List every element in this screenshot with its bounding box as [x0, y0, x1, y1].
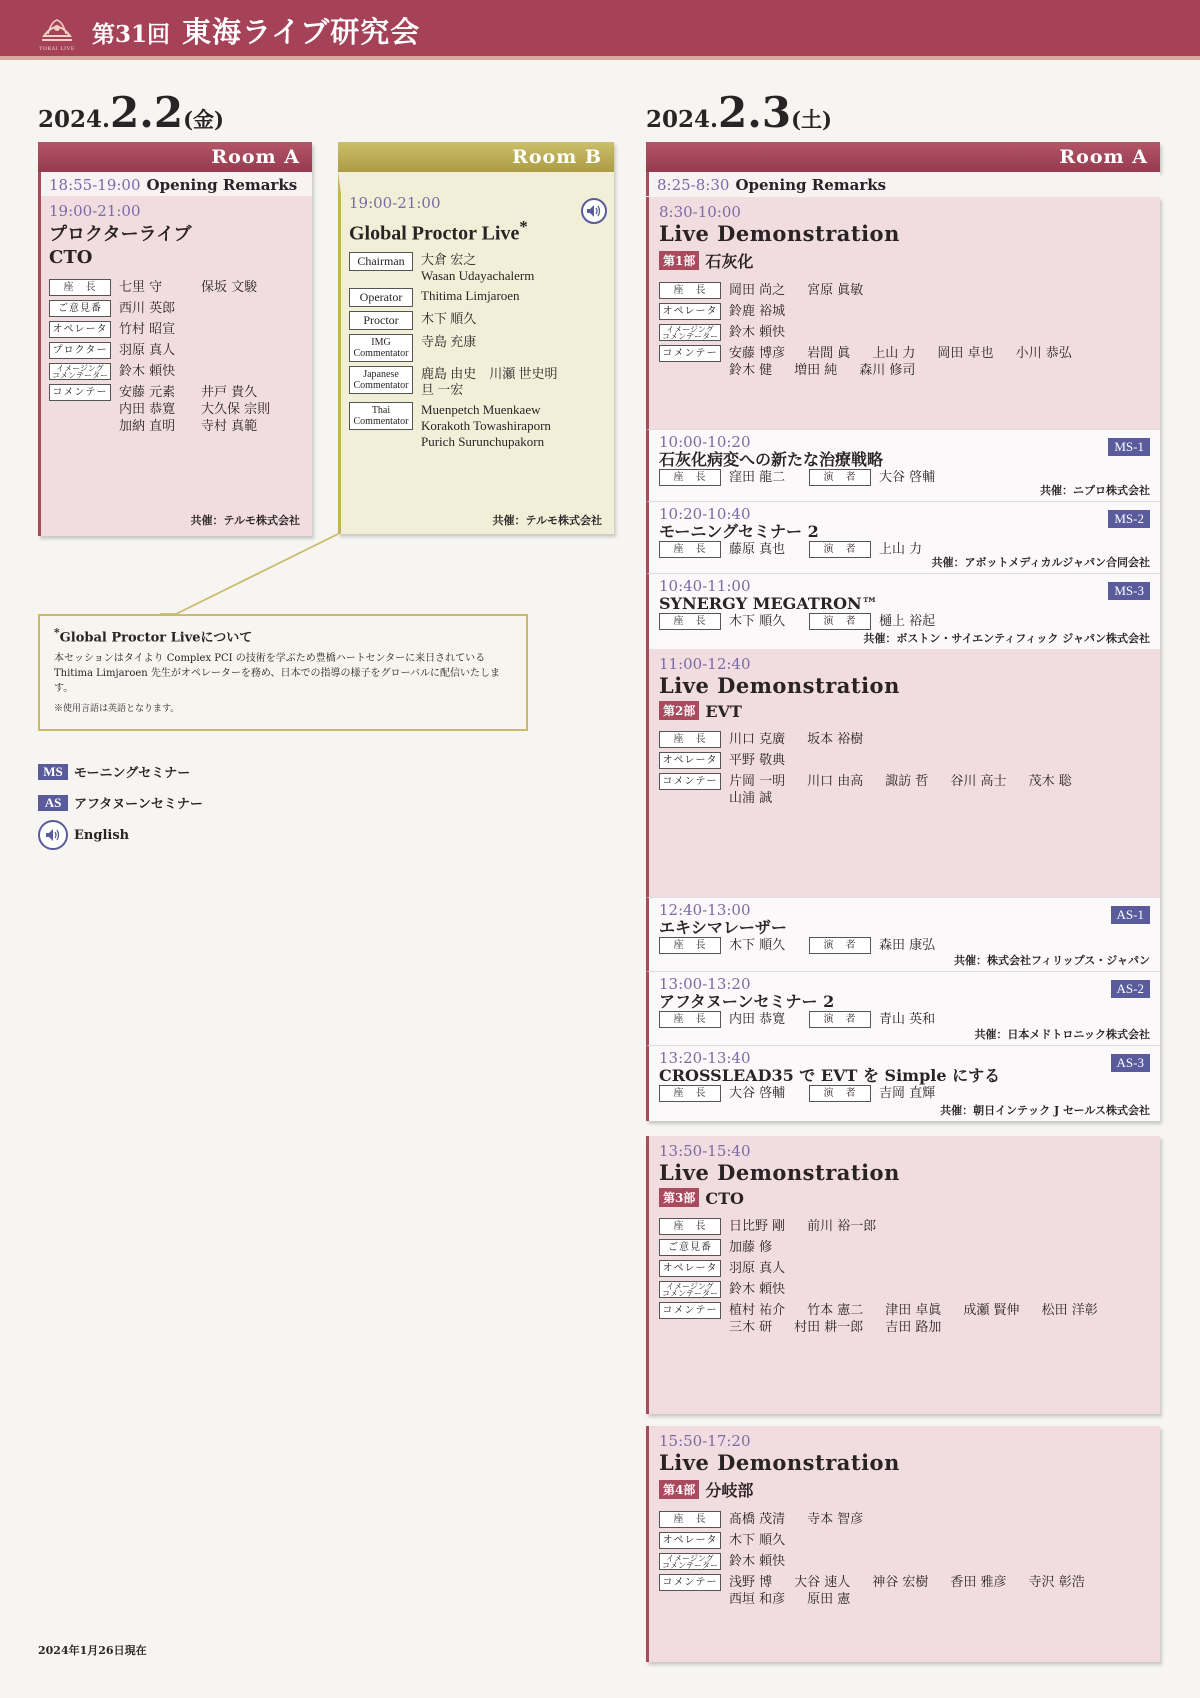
- role-label: イメージング コメンテーター: [659, 1281, 721, 1298]
- session-time: 8:30-10:00: [659, 203, 741, 221]
- chair-name: 木下 順久: [729, 938, 786, 953]
- session-time: 13:20-13:40: [659, 1049, 751, 1067]
- legend-as: [38, 793, 203, 812]
- person-name: 竹村 昭宣: [119, 322, 176, 337]
- role-label: 座 長: [659, 937, 721, 954]
- part-tag: 第1部: [659, 251, 699, 270]
- day2-year: 2024.: [646, 106, 719, 133]
- person-name: 寺村 真範: [201, 419, 258, 434]
- role-label: コメンテー: [659, 345, 721, 362]
- role-label: オペレータ: [659, 752, 721, 769]
- part-tag: 第2部: [659, 701, 699, 720]
- role-label: 演 者: [809, 541, 871, 558]
- names: [729, 345, 1149, 379]
- seminar-badge: MS-3: [1108, 582, 1150, 600]
- person-name: 鈴木 健: [729, 363, 773, 378]
- person-name: 茂木 聡: [1028, 774, 1072, 789]
- session-time: 10:40-11:00: [659, 577, 751, 595]
- role-label: ご意見番: [49, 300, 111, 317]
- role-label: 座 長: [659, 541, 721, 558]
- role-label: イメージング コメンテーター: [659, 324, 721, 341]
- person-name: 浅野 博: [729, 1575, 773, 1590]
- person-name: 井戸 貴久: [201, 385, 258, 400]
- note-title-text: Global Proctor Liveについて: [59, 630, 253, 646]
- sponsor: 共催：ボストン・サイエンティフィック ジャパン株式会社: [863, 632, 1150, 645]
- role-row: [659, 1574, 1160, 1608]
- person-name: 山浦 誠: [729, 791, 773, 806]
- day2-room-a-header: Room A: [646, 142, 1160, 172]
- role-row: [659, 773, 1160, 807]
- role-row: [49, 363, 312, 380]
- names: [729, 1553, 1149, 1570]
- live-session-s2: [646, 649, 1160, 897]
- role-list: [659, 1511, 1160, 1608]
- names: [119, 384, 297, 435]
- person-name: 松田 洋彰: [1041, 1303, 1098, 1318]
- names: [421, 311, 494, 330]
- person-name: 加藤 修: [729, 1240, 773, 1255]
- person-name: 植村 祐介: [729, 1303, 786, 1318]
- sponsor: 共催：アボットメディカルジャパン合同会社: [931, 556, 1150, 569]
- session-time: 11:00-12:40: [659, 655, 751, 673]
- names: [421, 252, 552, 284]
- day2-day: 2.3: [718, 88, 792, 137]
- day1-room-b-header: Room B: [338, 142, 614, 172]
- role-row: [659, 731, 1160, 748]
- person-name: 森川 修司: [859, 363, 916, 378]
- role-row: [659, 282, 1160, 299]
- part-name: 石灰化: [705, 252, 754, 271]
- names: [119, 279, 297, 296]
- session-time: 13:00-13:20: [659, 975, 751, 993]
- person-name: 成瀬 賢伸: [963, 1303, 1020, 1318]
- names: [119, 321, 297, 338]
- person-name: 上山 力: [872, 346, 916, 361]
- speaker-name: 樋上 裕起: [879, 614, 936, 629]
- role-label: オペレータ: [659, 1260, 721, 1277]
- role-row: [349, 311, 614, 330]
- role-row: [659, 1302, 1160, 1336]
- role-label: Proctor: [349, 311, 413, 330]
- page-title: 東海ライブ研究会: [182, 15, 421, 49]
- session-subtitle: CTO: [49, 247, 93, 268]
- live-session-s3: [646, 1136, 1160, 1414]
- chair-name: 藤原 真也: [729, 542, 786, 557]
- speaker-name: 森田 康弘: [879, 938, 936, 953]
- seminar-badge: AS-1: [1111, 906, 1150, 924]
- person-name: 安藤 博彦: [729, 346, 786, 361]
- speaker-name: 青山 英和: [879, 1012, 936, 1027]
- role-row: [659, 324, 1160, 341]
- session-time: 15:50-17:20: [659, 1432, 751, 1450]
- names: [729, 1281, 1149, 1298]
- opening-remarks: [646, 172, 1160, 196]
- day1-date: [38, 88, 224, 137]
- role-row: [49, 384, 312, 435]
- names: [119, 300, 297, 317]
- person-name: 宮原 眞敏: [807, 283, 864, 298]
- role-label: 座 長: [659, 469, 721, 486]
- part-name: EVT: [705, 702, 742, 721]
- role-row: [49, 300, 312, 317]
- person-name: Purich Surunchupakorn: [421, 433, 545, 449]
- person-name: 髙橋 茂清: [729, 1512, 786, 1527]
- role-label: IMG Commentator: [349, 334, 413, 362]
- session-title: プロクターライブ: [49, 224, 192, 245]
- names: [729, 731, 1149, 748]
- person-name: Muenpetch Muenkaew: [421, 401, 541, 417]
- person-name: 寺島 充康: [421, 333, 477, 349]
- person-name: 竹本 憲二: [807, 1303, 864, 1318]
- role-label: 座 長: [659, 1011, 721, 1028]
- person-name: 津田 卓眞: [885, 1303, 942, 1318]
- sponsor: 共催：朝日インテック J セールス株式会社: [940, 1104, 1150, 1117]
- role-label: 座 長: [659, 282, 721, 299]
- person-name: 香田 雅彦: [950, 1575, 1007, 1590]
- person-name: 寺本 智彦: [807, 1512, 864, 1527]
- person-name: 大倉 宏之: [421, 251, 477, 267]
- ms-tag: MS: [38, 764, 68, 780]
- names: [729, 324, 1149, 341]
- role-row: [659, 752, 1160, 769]
- role-label: Japanese Commentator: [349, 366, 413, 394]
- role-row: [349, 252, 614, 284]
- role-label: イメージング コメンテーター: [659, 1553, 721, 1570]
- speaker-name: 大谷 啓輔: [879, 470, 936, 485]
- person-name: 羽原 真人: [729, 1261, 786, 1276]
- names: [729, 1260, 1149, 1277]
- opening-remarks: [41, 172, 312, 196]
- role-row: [659, 1260, 1160, 1277]
- sponsor: 共催：株式会社フィリップス・ジャパン: [953, 954, 1150, 967]
- role-label: コメンテー: [659, 773, 721, 790]
- role-label: プロクター: [49, 342, 111, 359]
- seminar-title: 石灰化病変への新たな治療戦略: [659, 450, 884, 469]
- session-time: 19:00-21:00: [49, 202, 141, 220]
- session-title: Live Demonstration: [659, 1160, 900, 1185]
- ms-label: モーニングセミナー: [74, 766, 191, 781]
- person-name: 七里 守: [119, 280, 163, 295]
- session-time: 10:00-10:20: [659, 433, 751, 451]
- person-name: 旦 一宏: [421, 381, 464, 397]
- part-name: CTO: [705, 1189, 744, 1208]
- day1-day: 2.2: [110, 88, 184, 137]
- seminar-title: エキシマレーザー: [659, 918, 787, 937]
- person-name: 大久保 宗則: [201, 402, 271, 417]
- person-name: 木下 順久: [729, 1533, 786, 1548]
- chair-name: 大谷 啓輔: [729, 1086, 786, 1101]
- person-name: 鈴木 頼快: [119, 364, 176, 379]
- person-name: 西垣 和彦: [729, 1592, 786, 1607]
- person-name: 増田 純: [794, 363, 838, 378]
- role-label: 座 長: [659, 1511, 721, 1528]
- session-time: 19:00-21:00: [349, 194, 441, 212]
- role-list: [659, 282, 1160, 379]
- role-label: コメンテー: [49, 384, 111, 401]
- note-remark: ※使用言語は英語となります。: [54, 704, 180, 715]
- role-label: 座 長: [49, 279, 111, 296]
- seminar-badge: AS-3: [1111, 1054, 1150, 1072]
- page-header: [0, 0, 1200, 60]
- person-name: 加納 直明: [119, 419, 176, 434]
- session-part: [659, 1478, 1160, 1501]
- role-row: [49, 342, 312, 359]
- seminar-ms1: [646, 429, 1160, 501]
- person-name: 川口 克廣: [729, 732, 786, 747]
- role-row: [349, 334, 614, 362]
- seminar-people: [659, 1085, 1152, 1102]
- role-row: [349, 366, 614, 398]
- meeting-number: 第31回: [92, 21, 171, 48]
- person-name: 小川 恭弘: [1015, 346, 1072, 361]
- role-label: オペレータ: [659, 303, 721, 320]
- person-name: 前川 裕一郎: [807, 1219, 877, 1234]
- person-name: 鈴木 頼快: [729, 1282, 786, 1297]
- note-body: 本セッションはタイより Complex PCI の技術を学ぶため豊橋ハートセンターに来日されている Thitima Limjaroen 先生がオペレーターを務め、日本での指導の様子をグローバルに配信いたします。: [54, 653, 500, 695]
- role-row: [349, 288, 614, 307]
- names: [421, 366, 576, 398]
- opening-time: 18:55-19:00: [49, 176, 141, 194]
- person-name: 内田 恭寛: [119, 402, 176, 417]
- role-label: Chairman: [349, 252, 413, 271]
- global-proctor-title: Global Proctor Live: [349, 222, 520, 245]
- sponsor: 共催：日本メドトロニック株式会社: [974, 1028, 1150, 1041]
- person-name: 谷川 高士: [950, 774, 1007, 789]
- role-label: 演 者: [809, 1085, 871, 1102]
- as-label: アフタヌーンセミナー: [74, 797, 203, 812]
- role-list: [659, 1218, 1160, 1336]
- person-name: 坂本 裕樹: [807, 732, 864, 747]
- session-time: 10:20-10:40: [659, 505, 751, 523]
- as-tag: AS: [38, 795, 68, 811]
- seminar-badge: MS-1: [1108, 438, 1150, 456]
- role-row: [659, 1532, 1160, 1549]
- person-name: 岡田 卓也: [937, 346, 994, 361]
- names: [421, 288, 538, 307]
- speaker-name: 吉岡 直輝: [879, 1086, 936, 1101]
- opening-time: 8:25-8:30: [657, 176, 730, 194]
- role-label: Operator: [349, 288, 413, 307]
- session-title: Live Demonstration: [659, 673, 900, 698]
- names: [729, 773, 1149, 807]
- person-name: 鈴木 頼快: [729, 325, 786, 340]
- note-connector: [160, 532, 342, 618]
- person-name: 寺沢 彰浩: [1028, 1575, 1085, 1590]
- person-name: Thitima Limjaroen: [421, 287, 520, 303]
- legend-english: [38, 820, 129, 850]
- sponsor: 共催：ニプロ株式会社: [1040, 484, 1150, 497]
- role-row: [659, 1218, 1160, 1235]
- live-session-s1: [646, 197, 1160, 429]
- seminar-people: [659, 613, 1152, 630]
- legend-ms: [38, 762, 190, 781]
- seminar-title: モーニングセミナー 2: [659, 522, 819, 541]
- seminar-ms2: [646, 501, 1160, 573]
- person-name: 神谷 宏樹: [872, 1575, 929, 1590]
- role-label: 演 者: [809, 613, 871, 630]
- english-speaker-icon: [581, 198, 607, 224]
- speaker-name: 上山 力: [879, 542, 923, 557]
- person-name: 村田 耕一郎: [794, 1320, 864, 1335]
- seminar-badge: MS-2: [1108, 510, 1150, 528]
- role-row: [659, 1239, 1160, 1256]
- chair-name: 木下 順久: [729, 614, 786, 629]
- session-time: 13:50-15:40: [659, 1142, 751, 1160]
- session-part: [659, 701, 1160, 721]
- sponsor: 共催：テルモ株式会社: [492, 514, 602, 527]
- seminar-as2: [646, 971, 1160, 1045]
- role-list: [49, 279, 312, 435]
- seminar-ms3: [646, 573, 1160, 649]
- role-row: [659, 303, 1160, 320]
- person-name: Wasan Udayachalerm: [421, 267, 535, 283]
- names: [421, 402, 569, 450]
- person-name: 日比野 剛: [729, 1219, 786, 1234]
- role-label: 演 者: [809, 469, 871, 486]
- part-tag: 第3部: [659, 1188, 699, 1207]
- note-asterisk: *: [54, 626, 60, 639]
- day2-weekday: (土): [791, 107, 832, 132]
- person-name: 鈴鹿 裕城: [729, 304, 786, 319]
- person-name: 片岡 一明: [729, 774, 786, 789]
- role-label: オペレータ: [659, 1532, 721, 1549]
- person-name: 大谷 速人: [794, 1575, 851, 1590]
- session-part: [659, 1188, 1160, 1208]
- chair-name: 内田 恭寛: [729, 1012, 786, 1027]
- role-label: 演 者: [809, 1011, 871, 1028]
- seminar-title: CROSSLEAD35 で EVT を Simple にする: [659, 1066, 1001, 1085]
- names: [729, 1302, 1149, 1336]
- role-list: [349, 252, 614, 450]
- logo-text: TOKAI LIVE: [39, 46, 75, 52]
- sponsor: 共催：テルモ株式会社: [190, 514, 300, 527]
- person-name: 西川 英郎: [119, 301, 176, 316]
- day2-date: [646, 88, 832, 137]
- role-row: [349, 402, 614, 450]
- role-label: 座 長: [659, 613, 721, 630]
- person-name: 保坂 文駿: [201, 280, 258, 295]
- person-name: 岩間 眞: [807, 346, 851, 361]
- seminar-as1: [646, 897, 1160, 971]
- role-row: [659, 1281, 1160, 1298]
- names: [421, 334, 494, 362]
- role-label: コメンテー: [659, 1302, 721, 1319]
- live-session-s4: [646, 1426, 1160, 1662]
- seminar-title: アフタヌーンセミナー 2: [659, 992, 835, 1011]
- session-title: Live Demonstration: [659, 221, 900, 246]
- role-label: ご意見番: [659, 1239, 721, 1256]
- person-name: 羽原 真人: [119, 343, 176, 358]
- seminar-as3: [646, 1045, 1160, 1121]
- role-row: [659, 345, 1160, 379]
- role-row: [49, 321, 312, 338]
- names: [729, 752, 1149, 769]
- names: [729, 1239, 1149, 1256]
- names: [729, 282, 1149, 299]
- title-asterisk: *: [519, 217, 528, 236]
- person-name: 木下 順久: [421, 310, 477, 326]
- society-logo-icon: [38, 10, 76, 50]
- role-label: 演 者: [809, 937, 871, 954]
- seminar-title: SYNERGY MEGATRON™: [659, 594, 878, 613]
- names: [119, 363, 297, 380]
- names: [729, 303, 1149, 320]
- person-name: Korakoth Towashiraporn: [421, 417, 551, 433]
- person-name: 岡田 尚之: [729, 283, 786, 298]
- as-of-date: 2024年1月26日現在: [38, 1644, 147, 1657]
- role-label: 座 長: [659, 1085, 721, 1102]
- names: [729, 1511, 1149, 1528]
- person-name: 三木 研: [729, 1320, 773, 1335]
- session-part: [659, 249, 1160, 272]
- session-time: 12:40-13:00: [659, 901, 751, 919]
- role-row: [49, 279, 312, 296]
- role-label: オペレータ: [49, 321, 111, 338]
- speaker-icon: [38, 820, 68, 850]
- person-name: 安藤 元素: [119, 385, 176, 400]
- part-tag: 第4部: [659, 1480, 699, 1499]
- session-title: [349, 217, 614, 246]
- role-label: Thai Commentator: [349, 402, 413, 430]
- person-name: 諏訪 哲: [885, 774, 929, 789]
- person-name: 原田 憲: [807, 1592, 851, 1607]
- role-label: コメンテー: [659, 1574, 721, 1591]
- seminar-badge: AS-2: [1111, 980, 1150, 998]
- person-name: 川口 由高: [807, 774, 864, 789]
- person-name: 吉田 路加: [885, 1320, 942, 1335]
- session-title: Live Demonstration: [659, 1450, 900, 1475]
- day1-room-b-panel: [338, 172, 614, 534]
- note-title: [54, 626, 512, 645]
- role-label: 座 長: [659, 731, 721, 748]
- role-row: [659, 1511, 1160, 1528]
- role-label: イメージング コメンテーター: [49, 363, 111, 380]
- names: [729, 1532, 1149, 1549]
- day1-room-a-panel: [38, 172, 312, 536]
- person-name: 鹿島 由史 川瀬 世史明: [421, 365, 558, 381]
- names: [729, 1218, 1149, 1235]
- english-label: English: [74, 827, 130, 843]
- person-name: 鈴木 頼快: [729, 1554, 786, 1569]
- names: [729, 1574, 1149, 1608]
- day1-room-a-header: Room A: [38, 142, 312, 172]
- chair-name: 窪田 龍二: [729, 470, 786, 485]
- day1-year: 2024.: [38, 106, 111, 133]
- day1-weekday: (金): [183, 107, 224, 132]
- opening-label: Opening Remarks: [146, 176, 298, 194]
- role-list: [659, 731, 1160, 807]
- role-row: [659, 1553, 1160, 1570]
- global-proctor-note: [38, 614, 528, 731]
- part-name: 分岐部: [705, 1481, 754, 1500]
- opening-label: Opening Remarks: [735, 176, 887, 194]
- person-name: 平野 敬典: [729, 753, 786, 768]
- role-label: 座 長: [659, 1218, 721, 1235]
- names: [119, 342, 297, 359]
